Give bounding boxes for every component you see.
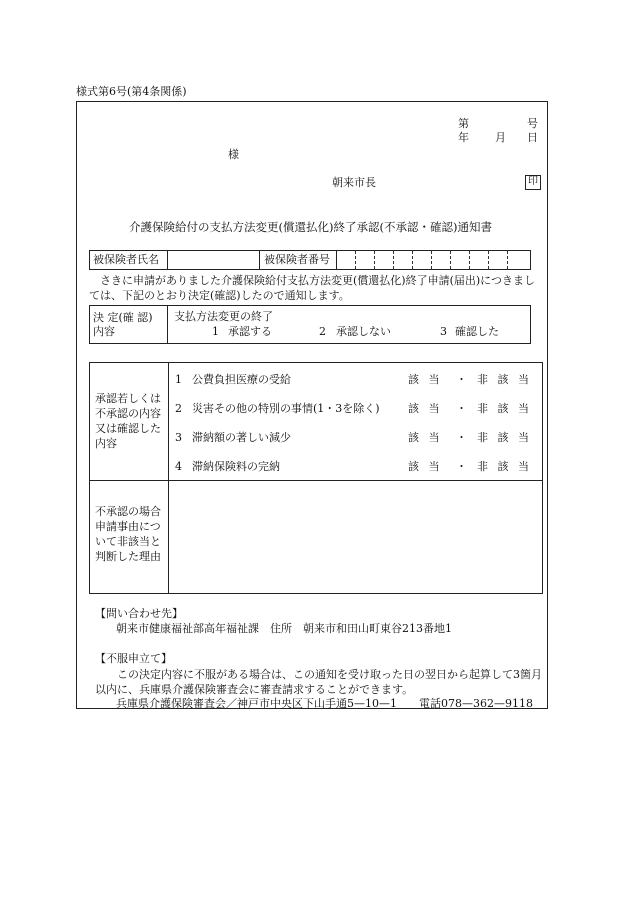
contact-heading: 【問い合わせ先】	[95, 607, 183, 620]
insured-name-label: 被保険者氏名	[93, 253, 159, 266]
date-day: 日	[527, 131, 538, 144]
seal-mark: 印	[525, 175, 541, 190]
approval-label-line4: 内容	[95, 437, 117, 450]
decision-option-3-num: 3	[440, 325, 447, 338]
approval-item-4-num: 4	[175, 460, 182, 473]
divider	[167, 305, 168, 344]
decision-option-2-num: 2	[319, 325, 326, 338]
approval-label-line3: 又は確認した	[95, 422, 161, 435]
approval-item-4-yes: 該 当	[408, 460, 443, 473]
date-month: 月	[495, 131, 506, 144]
approval-item-3-num: 3	[175, 431, 182, 444]
approval-item-2-text: 災害その他の特別の事情(1・3を除く)	[192, 402, 380, 415]
divider	[336, 250, 337, 270]
approval-label-line2: 不承認の内容	[95, 407, 161, 420]
decision-option-1-num: 1	[212, 325, 219, 338]
divider	[168, 362, 169, 594]
digit-separator	[431, 251, 432, 269]
approval-item-1-dot: ・	[456, 373, 467, 386]
issuer-mayor: 朝来市長	[332, 176, 376, 189]
digit-separator	[355, 251, 356, 269]
contact-line: 朝来市健康福祉部高年福祉課 住所 朝来市和田山町東谷213番地1	[116, 622, 452, 635]
approval-label-line1: 承認若しくは	[95, 392, 161, 405]
approval-item-3-no: 非 該 当	[477, 431, 532, 444]
appeal-heading: 【不服申立て】	[95, 652, 172, 665]
approval-item-1-text: 公費負担医療の受給	[192, 373, 291, 386]
decision-option-3-label: 確認した	[455, 325, 499, 338]
digit-separator	[374, 251, 375, 269]
digit-separator	[507, 251, 508, 269]
date-year: 年	[458, 131, 469, 144]
approval-item-1-num: 1	[175, 373, 182, 386]
divider	[89, 480, 543, 481]
insured-number-label: 被保険者番号	[264, 253, 330, 266]
approval-item-1-yes: 該 当	[408, 373, 443, 386]
approval-item-1-no: 非 該 当	[477, 373, 532, 386]
number-prefix: 第	[458, 117, 469, 130]
approval-item-4-no: 非 該 当	[477, 460, 532, 473]
approval-item-3-text: 滞納額の著しい減少	[192, 431, 291, 444]
reason-label-line4: 判断した理由	[95, 550, 161, 563]
appeal-address: 兵庫県介護保険審査会／神戸市中央区下山手通5—10—1 電話078—362—9118	[116, 697, 533, 710]
decision-label-line1: 決 定(確 認)	[93, 311, 153, 324]
approval-item-2-no: 非 該 当	[477, 402, 532, 415]
appeal-text: この決定内容に不服がある場合は、この通知を受け取った日の翌日から起算して3箇月以内に、兵庫県介護保険審査会に審査請求することができます。	[95, 668, 542, 696]
form-number: 様式第6号(第4条関係)	[76, 85, 187, 98]
approval-item-3-yes: 該 当	[408, 431, 443, 444]
reason-label-line1: 不承認の場合	[95, 505, 161, 518]
intro-paragraph: さきに申請がありました介護保険給付支払方法変更(償還払化)終了申請(届出)につきましては、下記のとおり決定(確認)したので通知します。	[89, 274, 535, 302]
divider	[259, 250, 260, 270]
digit-separator	[488, 251, 489, 269]
decision-option-1-label: 承認する	[228, 325, 272, 338]
addressee-honorific: 様	[228, 148, 239, 161]
digit-separator	[393, 251, 394, 269]
divider	[167, 250, 168, 270]
decision-subject: 支払方法変更の終了	[174, 310, 273, 323]
reason-label-line2: 申請事由につ	[95, 520, 161, 533]
reason-label-line3: いて非該当と	[95, 535, 161, 548]
approval-item-2-yes: 該 当	[408, 402, 443, 415]
digit-separator	[450, 251, 451, 269]
decision-label-line2: 内容	[93, 325, 115, 338]
approval-item-3-dot: ・	[456, 431, 467, 444]
document-title: 介護保険給付の支払方法変更(償還払化)終了承認(不承認・確認)通知書	[129, 220, 492, 234]
approval-item-4-text: 滞納保険料の完納	[192, 460, 280, 473]
digit-separator	[412, 251, 413, 269]
number-suffix: 号	[527, 117, 538, 130]
approval-item-2-dot: ・	[456, 402, 467, 415]
decision-option-2-label: 承認しない	[336, 325, 391, 338]
approval-item-4-dot: ・	[456, 460, 467, 473]
approval-item-2-num: 2	[175, 402, 182, 415]
digit-separator	[469, 251, 470, 269]
